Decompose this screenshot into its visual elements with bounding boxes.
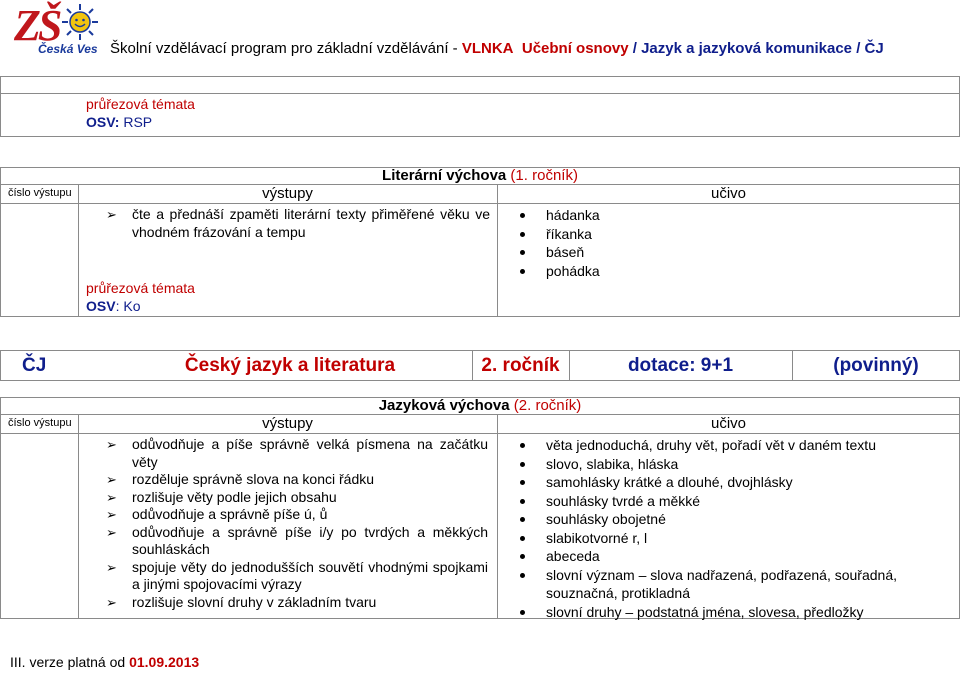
- osv-key: OSV:: [86, 114, 120, 130]
- curriculum-text: slovo, slabika, hláska: [546, 455, 679, 472]
- output-text: odůvodňuje a správně píše i/y po tvrdých a měkkých souhláskách: [132, 523, 488, 557]
- language-number-col-divider: [78, 414, 79, 619]
- arrow-bullet-icon: ➢: [106, 507, 117, 522]
- list-item: [516, 243, 936, 262]
- literary-col-divider: [497, 184, 498, 317]
- bullet-icon: [520, 213, 525, 218]
- osv-line: [86, 114, 152, 130]
- ucebni-osnovy-label: Učební osnovy: [521, 40, 629, 57]
- bullet-icon: [520, 250, 525, 255]
- list-item: [516, 206, 936, 225]
- list-item: [100, 489, 488, 507]
- list-item: [516, 436, 952, 455]
- language-col-divider: [497, 414, 498, 619]
- list-item: [516, 262, 936, 281]
- version-footer: [10, 654, 199, 670]
- arrow-bullet-icon: ➢: [106, 472, 117, 487]
- sun-icon: [60, 2, 100, 42]
- program-name: Školní vzdělávací program pro základní vzdělávání -: [110, 40, 462, 57]
- bullet-icon: [520, 232, 525, 237]
- banner-grade: 2. ročník: [481, 355, 560, 376]
- cross-topics-label: průřezová témata: [86, 96, 195, 112]
- literary-col-outputs: výstupy: [262, 185, 313, 202]
- bullet-icon: [520, 499, 525, 504]
- vlnka-label: VLNKA: [461, 40, 514, 57]
- arrow-bullet-icon: ➢: [106, 524, 117, 540]
- list-item: [516, 529, 952, 548]
- language-col-outputs: výstupy: [262, 415, 313, 432]
- list-item: [100, 559, 488, 594]
- banner-hours: dotace: 9+1: [627, 355, 734, 376]
- bullet-icon: [520, 554, 525, 559]
- curriculum-text: věta jednoduchá, druhy vět, pořadí vět v daném textu: [546, 437, 876, 453]
- document-path: [110, 40, 884, 57]
- output-text: rozlišuje věty podle jejich obsahu: [132, 488, 337, 505]
- list-item: [516, 492, 952, 511]
- list-item: [516, 225, 936, 244]
- list-item: [516, 603, 952, 622]
- list-item: [100, 594, 488, 612]
- list-item: [516, 473, 952, 492]
- osv-value: : Ko: [115, 298, 141, 314]
- banner-code: ČJ: [22, 355, 47, 376]
- curriculum-text: slovní druhy – podstatná jména, slovesa, předložky: [546, 603, 864, 620]
- literary-outputs-list: [100, 206, 490, 241]
- list-item: [516, 455, 952, 474]
- language-title-bold: Jazyková výchova: [378, 397, 510, 414]
- bullet-icon: [520, 573, 525, 578]
- curriculum-text: slovní význam – slova nadřazená, podřazená, souřadná, souznačná, protikladná: [546, 566, 897, 601]
- output-text: spojuje věty do jednodušších souvětí vhodnými spojkami a jinými spojovacími výrazy: [132, 558, 488, 592]
- list-item: [100, 471, 488, 489]
- literary-cross-topics-label: průřezová témata: [86, 280, 195, 296]
- language-section-title: [0, 397, 960, 414]
- curriculum-text: pohádka: [546, 262, 600, 279]
- page-header: [0, 0, 960, 64]
- bullet-icon: [520, 269, 525, 274]
- curriculum-text: souhlásky obojetné: [546, 511, 666, 527]
- arrow-bullet-icon: ➢: [106, 489, 117, 505]
- bullet-icon: [520, 462, 525, 467]
- list-item: [100, 436, 488, 471]
- list-item: [100, 524, 488, 559]
- output-text: rozlišuje slovní druhy v základním tvaru: [132, 593, 377, 610]
- literary-col-number: číslo výstupu: [8, 187, 72, 199]
- osv-key: OSV: [86, 298, 116, 314]
- output-text: odůvodňuje a správně píše ú, ů: [132, 506, 328, 522]
- language-outputs-list: [100, 436, 488, 611]
- output-text: rozděluje správně slova na konci řádku: [132, 471, 375, 487]
- literary-header-divider: [0, 203, 960, 204]
- curriculum-text: souhlásky tvrdé a měkké: [546, 492, 701, 509]
- language-title-rest: (2. ročník): [509, 397, 582, 414]
- list-item: [100, 506, 488, 524]
- logo-letters: ZŠ: [14, 1, 60, 50]
- language-col-curriculum: učivo: [710, 415, 747, 432]
- arrow-bullet-icon: ➢: [106, 437, 117, 452]
- bullet-icon: [520, 536, 525, 541]
- logo-place: Česká Ves: [38, 42, 98, 56]
- output-text: čte a přednáší zpaměti literární texty přiměřené věku ve vhodném frázování a tempu: [132, 206, 490, 240]
- path-suffix: / Jazyk a jazyková komunikace / ČJ: [628, 40, 884, 57]
- literary-col-curriculum: učivo: [710, 185, 747, 202]
- version-date: 01.09.2013: [129, 654, 200, 670]
- curriculum-text: abeceda: [546, 548, 600, 564]
- arrow-bullet-icon: ➢: [106, 207, 117, 222]
- literary-number-col-divider: [78, 184, 79, 317]
- language-col-number: číslo výstupu: [8, 417, 72, 429]
- top-section-divider: [0, 93, 960, 94]
- literary-title-rest: (1. ročník): [506, 167, 578, 184]
- osv-value: RSP: [119, 114, 153, 130]
- curriculum-text: říkanka: [546, 225, 592, 242]
- list-item: [516, 566, 952, 603]
- literary-title-bold: Literární výchova: [382, 167, 507, 184]
- language-curriculum-list: [516, 436, 952, 621]
- version-prefix: III. verze platná od: [10, 654, 130, 670]
- list-item: [516, 547, 952, 566]
- banner-type: (povinný): [833, 355, 919, 376]
- curriculum-text: báseň: [546, 244, 585, 260]
- language-header-divider: [0, 433, 960, 434]
- output-text: odůvodňuje a píše správně velká písmena na začátku věty: [132, 436, 488, 470]
- literary-osv-line: [86, 298, 140, 314]
- list-item: [100, 206, 490, 241]
- curriculum-text: hádanka: [546, 207, 600, 223]
- bullet-icon: [520, 480, 525, 485]
- bullet-icon: [520, 610, 525, 615]
- literary-curriculum-list: [516, 206, 936, 280]
- curriculum-text: samohlásky krátké a dlouhé, dvojhlásky: [546, 474, 793, 490]
- bullet-icon: [520, 443, 525, 448]
- school-logo: [14, 2, 104, 56]
- arrow-bullet-icon: ➢: [106, 594, 117, 610]
- bullet-icon: [520, 517, 525, 522]
- banner-subject: Český jazyk a literatura: [184, 355, 396, 376]
- literary-section-title: [0, 167, 960, 184]
- arrow-bullet-icon: ➢: [106, 559, 117, 575]
- curriculum-text: slabikotvorné r, l: [546, 529, 648, 546]
- list-item: [516, 510, 952, 529]
